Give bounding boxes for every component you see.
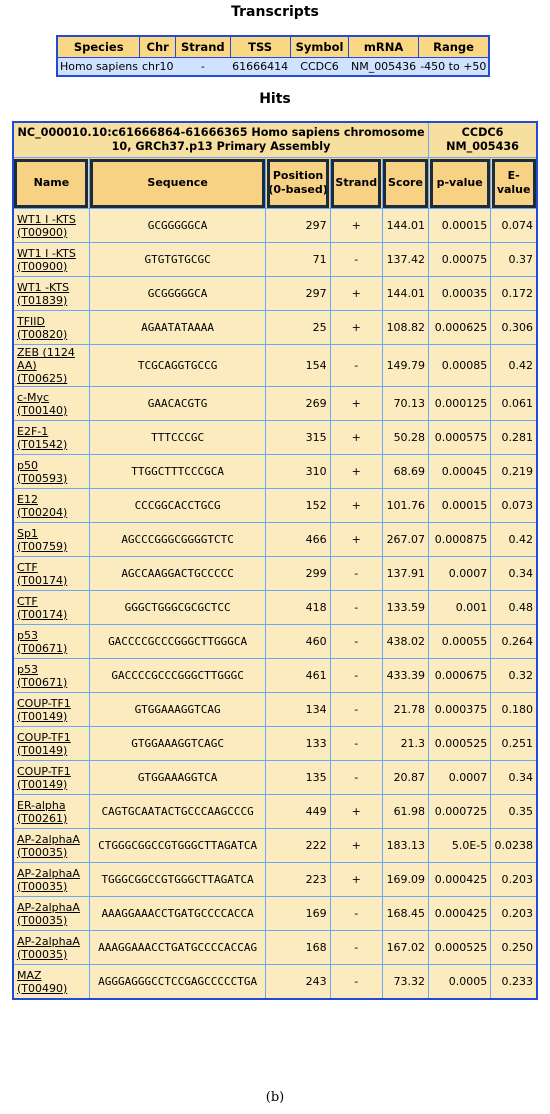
strand-cell: - (330, 965, 382, 1000)
position-cell: 133 (266, 727, 330, 761)
name-cell (13, 455, 89, 489)
position-cell: 297 (266, 277, 330, 311)
header-strand: Strand (330, 158, 382, 209)
name-cell (13, 311, 89, 345)
header-score: Score (382, 158, 428, 209)
score-cell: 108.82 (382, 311, 428, 345)
position-cell: 461 (266, 659, 330, 693)
position-cell: 223 (266, 863, 330, 897)
mrna-cell: NM_005436 (349, 58, 418, 77)
table-row (13, 727, 537, 761)
sequence-cell: CTGGGCGGCCGTGGGCTTAGATCA (89, 829, 266, 863)
position-cell: 134 (266, 693, 330, 727)
score-cell: 168.45 (382, 897, 428, 931)
factor-name-link[interactable]: ER-alpha (T00261) (17, 798, 68, 825)
header-sequence: Sequence (89, 158, 266, 209)
strand-cell: + (330, 455, 382, 489)
table-row (13, 387, 537, 421)
score-cell: 133.59 (382, 591, 428, 625)
factor-name-link[interactable]: p53 (T00671) (17, 662, 68, 689)
position-cell: 466 (266, 523, 330, 557)
factor-name-link[interactable]: COUP-TF1 (T00149) (17, 730, 71, 757)
name-cell (13, 659, 89, 693)
table-row (13, 965, 537, 1000)
name-cell (13, 243, 89, 277)
p-value-cell: 0.000625 (429, 311, 491, 345)
table-row (13, 829, 537, 863)
e-value-cell: 0.250 (491, 931, 537, 965)
strand-cell: - (330, 931, 382, 965)
name-cell (13, 829, 89, 863)
name-cell (13, 209, 89, 243)
name-cell (13, 931, 89, 965)
position-cell: 297 (266, 209, 330, 243)
strand-cell: + (330, 863, 382, 897)
header-chr: Chr (140, 36, 176, 58)
name-cell (13, 693, 89, 727)
position-cell: 168 (266, 931, 330, 965)
factor-name-link[interactable]: COUP-TF1 (T00149) (17, 696, 71, 723)
strand-cell: + (330, 795, 382, 829)
sequence-cell: AGCCCGGGCGGGGTCTC (89, 523, 266, 557)
strand-cell: - (330, 761, 382, 795)
p-value-cell: 0.000875 (429, 523, 491, 557)
table-row (13, 557, 537, 591)
sequence-cell: TTTCCCGC (89, 421, 266, 455)
factor-name-link[interactable]: AP-2alphaA (T00035) (17, 832, 80, 859)
p-value-cell: 0.00035 (429, 277, 491, 311)
sequence-cell: AGGGAGGGCCTCCGAGCCCCCTGA (89, 965, 266, 1000)
header-range: Range (418, 36, 489, 58)
score-cell: 20.87 (382, 761, 428, 795)
hits-title-row (13, 122, 537, 158)
e-value-cell: 0.061 (491, 387, 537, 421)
score-cell: 21.3 (382, 727, 428, 761)
position-cell: 152 (266, 489, 330, 523)
factor-name-link[interactable]: MAZ (T00490) (17, 968, 68, 995)
e-value-cell: 0.180 (491, 693, 537, 727)
p-value-cell: 0.00045 (429, 455, 491, 489)
transcripts-table (56, 35, 490, 77)
factor-name-link[interactable]: TFIID (T00820) (17, 314, 68, 341)
header-name: Name (13, 158, 89, 209)
name-cell (13, 345, 89, 387)
table-row (13, 591, 537, 625)
e-value-cell: 0.203 (491, 897, 537, 931)
score-cell: 169.09 (382, 863, 428, 897)
p-value-cell: 0.0007 (429, 761, 491, 795)
table-row (13, 489, 537, 523)
p-value-cell: 0.000525 (429, 727, 491, 761)
p-value-cell: 0.000375 (429, 693, 491, 727)
score-cell: 61.98 (382, 795, 428, 829)
figure-caption: (b) (265, 1090, 285, 1105)
e-value-cell: 0.203 (491, 863, 537, 897)
sequence-cell: GGGCTGGGCGCGCTCC (89, 591, 266, 625)
e-value-cell: 0.074 (491, 209, 537, 243)
sequence-cell: GTGGAAAGGTCAG (89, 693, 266, 727)
p-value-cell: 0.000525 (429, 931, 491, 965)
factor-name-link[interactable]: COUP-TF1 (T00149) (17, 764, 71, 791)
strand-cell: - (330, 625, 382, 659)
strand-cell: + (330, 277, 382, 311)
factor-name-link[interactable]: p50 (T00593) (17, 458, 68, 485)
hits-table (12, 121, 538, 1000)
strand-cell: + (330, 387, 382, 421)
species-cell: Homo sapiens (57, 58, 140, 77)
factor-name-link[interactable]: AP-2alphaA (T00035) (17, 934, 80, 961)
e-value-cell: 0.48 (491, 591, 537, 625)
p-value-cell: 0.0007 (429, 557, 491, 591)
sequence-cell: GACCCCGCCCGGGCTTGGGC (89, 659, 266, 693)
sequence-cell: AGCCAAGGACTGCCCCC (89, 557, 266, 591)
position-cell: 135 (266, 761, 330, 795)
strand-cell: - (330, 693, 382, 727)
strand-cell: - (175, 58, 230, 77)
position-cell: 315 (266, 421, 330, 455)
transcripts-header-row (57, 36, 489, 58)
e-value-cell: 0.34 (491, 761, 537, 795)
position-cell: 418 (266, 591, 330, 625)
factor-name-link[interactable]: ZEB (1124 AA) (T00625) (17, 346, 75, 385)
p-value-cell: 0.00085 (429, 345, 491, 387)
strand-cell: - (330, 727, 382, 761)
name-cell (13, 761, 89, 795)
sequence-cell: CAGTGCAATACTGCCCAAGCCCG (89, 795, 266, 829)
table-row (13, 659, 537, 693)
e-value-cell: 0.32 (491, 659, 537, 693)
factor-name-link[interactable]: WT1 I -KTS (T00900) (17, 212, 76, 239)
hits-header-row (13, 158, 537, 209)
table-row (13, 455, 537, 489)
name-cell (13, 557, 89, 591)
p-value-cell: 0.000725 (429, 795, 491, 829)
position-cell: 169 (266, 897, 330, 931)
score-cell: 73.32 (382, 965, 428, 1000)
factor-name-link[interactable]: WT1 I -KTS (T00900) (17, 246, 76, 273)
table-row (13, 345, 537, 387)
strand-cell: - (330, 897, 382, 931)
strand-cell: + (330, 523, 382, 557)
table-row (13, 795, 537, 829)
p-value-cell: 0.001 (429, 591, 491, 625)
p-value-cell: 0.000675 (429, 659, 491, 693)
e-value-cell: 0.0238 (491, 829, 537, 863)
hits-body (13, 209, 537, 1000)
sequence-cell: TCGCAGGTGCCG (89, 345, 266, 387)
strand-cell: + (330, 489, 382, 523)
e-value-cell: 0.42 (491, 345, 537, 387)
p-value-cell: 0.000125 (429, 387, 491, 421)
p-value-cell: 0.000575 (429, 421, 491, 455)
position-cell: 299 (266, 557, 330, 591)
header-species: Species (57, 36, 140, 58)
sequence-cell: GCGGGGGCA (89, 277, 266, 311)
factor-name-link[interactable]: E2F-1 (T01542) (17, 424, 68, 451)
strand-cell: - (330, 243, 382, 277)
score-cell: 144.01 (382, 209, 428, 243)
strand-cell: + (330, 829, 382, 863)
e-value-cell: 0.233 (491, 965, 537, 1000)
e-value-cell: 0.172 (491, 277, 537, 311)
name-cell (13, 421, 89, 455)
sequence-cell: TGGGCGGCCGTGGGCTTAGATCA (89, 863, 266, 897)
p-value-cell: 0.00055 (429, 625, 491, 659)
e-value-cell: 0.219 (491, 455, 537, 489)
strand-cell: - (330, 345, 382, 387)
factor-name-link[interactable]: CTF (T00174) (17, 560, 68, 587)
strand-cell: + (330, 311, 382, 345)
table-row (13, 311, 537, 345)
table-row (13, 277, 537, 311)
sequence-cell: GTGGAAAGGTCAGC (89, 727, 266, 761)
name-cell (13, 489, 89, 523)
position-cell: 222 (266, 829, 330, 863)
factor-name-link[interactable]: AP-2alphaA (T00035) (17, 866, 80, 893)
hits-gene-label: CCDC6 NM_005436 (429, 122, 537, 158)
sequence-cell: CCCGGCACCTGCG (89, 489, 266, 523)
factor-name-link[interactable]: AP-2alphaA (T00035) (17, 900, 80, 927)
header-position: Position (0-based) (266, 158, 330, 209)
e-value-cell: 0.306 (491, 311, 537, 345)
name-cell (13, 387, 89, 421)
position-cell: 449 (266, 795, 330, 829)
factor-name-link[interactable]: c-Myc (T00140) (17, 390, 68, 417)
factor-name-link[interactable]: WT1 -KTS (T01839) (17, 280, 70, 307)
position-cell: 243 (266, 965, 330, 1000)
name-cell (13, 863, 89, 897)
position-cell: 460 (266, 625, 330, 659)
p-value-cell: 0.00015 (429, 209, 491, 243)
table-row (13, 863, 537, 897)
name-cell (13, 727, 89, 761)
table-row (13, 625, 537, 659)
p-value-cell: 0.0005 (429, 965, 491, 1000)
strand-cell: - (330, 557, 382, 591)
score-cell: 137.42 (382, 243, 428, 277)
table-row (13, 931, 537, 965)
hits-title: NC_000010.10:c61666864-61666365 Homo sapiens chromosome 10, GRCh37.p13 Primary Assembly (13, 122, 429, 158)
p-value-cell: 0.000425 (429, 863, 491, 897)
position-cell: 154 (266, 345, 330, 387)
name-cell (13, 591, 89, 625)
position-cell: 71 (266, 243, 330, 277)
score-cell: 101.76 (382, 489, 428, 523)
e-value-cell: 0.35 (491, 795, 537, 829)
table-row (13, 209, 537, 243)
score-cell: 438.02 (382, 625, 428, 659)
p-value-cell: 0.000425 (429, 897, 491, 931)
sequence-cell: GAACACGTG (89, 387, 266, 421)
strand-cell: + (330, 209, 382, 243)
p-value-cell: 0.00075 (429, 243, 491, 277)
strand-cell: - (330, 591, 382, 625)
name-cell (13, 277, 89, 311)
sequence-cell: AGAATATAAAA (89, 311, 266, 345)
e-value-cell: 0.251 (491, 727, 537, 761)
transcripts-row (57, 58, 489, 77)
e-value-cell: 0.281 (491, 421, 537, 455)
header-tss: TSS (230, 36, 290, 58)
table-row (13, 693, 537, 727)
score-cell: 70.13 (382, 387, 428, 421)
hits-heading: Hits (259, 91, 291, 107)
name-cell (13, 795, 89, 829)
position-cell: 269 (266, 387, 330, 421)
tss-cell: 61666414 (230, 58, 290, 77)
name-cell (13, 625, 89, 659)
factor-name-link[interactable]: Sp1 (T00759) (17, 526, 68, 553)
table-row (13, 897, 537, 931)
score-cell: 149.79 (382, 345, 428, 387)
factor-name-link[interactable]: E12 (T00204) (17, 492, 68, 519)
e-value-cell: 0.37 (491, 243, 537, 277)
table-row (13, 421, 537, 455)
header-e-value: E-value (491, 158, 537, 209)
position-cell: 310 (266, 455, 330, 489)
name-cell (13, 965, 89, 1000)
score-cell: 144.01 (382, 277, 428, 311)
name-cell (13, 897, 89, 931)
range-cell: -450 to +50 (418, 58, 489, 77)
header-symbol: Symbol (290, 36, 349, 58)
position-cell: 25 (266, 311, 330, 345)
score-cell: 267.07 (382, 523, 428, 557)
e-value-cell: 0.264 (491, 625, 537, 659)
sequence-cell: GTGTGTGCGC (89, 243, 266, 277)
score-cell: 21.78 (382, 693, 428, 727)
strand-cell: - (330, 659, 382, 693)
score-cell: 167.02 (382, 931, 428, 965)
score-cell: 433.39 (382, 659, 428, 693)
score-cell: 137.91 (382, 557, 428, 591)
e-value-cell: 0.073 (491, 489, 537, 523)
p-value-cell: 5.0E-5 (429, 829, 491, 863)
header-strand: Strand (175, 36, 230, 58)
sequence-cell: AAAGGAAACCTGATGCCCCACCA (89, 897, 266, 931)
table-row (13, 243, 537, 277)
factor-name-link[interactable]: p53 (T00671) (17, 628, 68, 655)
p-value-cell: 0.00015 (429, 489, 491, 523)
transcripts-heading: Transcripts (231, 4, 319, 20)
table-row (13, 523, 537, 557)
e-value-cell: 0.34 (491, 557, 537, 591)
sequence-cell: GACCCCGCCCGGGCTTGGGCA (89, 625, 266, 659)
factor-name-link[interactable]: CTF (T00174) (17, 594, 68, 621)
sequence-cell: TTGGCTTTCCCGCA (89, 455, 266, 489)
header-mrna: mRNA (349, 36, 418, 58)
strand-cell: + (330, 421, 382, 455)
table-row (13, 761, 537, 795)
score-cell: 68.69 (382, 455, 428, 489)
score-cell: 50.28 (382, 421, 428, 455)
symbol-cell: CCDC6 (290, 58, 349, 77)
chr-cell: chr10 (140, 58, 176, 77)
name-cell (13, 523, 89, 557)
sequence-cell: GCGGGGGCA (89, 209, 266, 243)
sequence-cell: AAAGGAAACCTGATGCCCCACCAG (89, 931, 266, 965)
score-cell: 183.13 (382, 829, 428, 863)
sequence-cell: GTGGAAAGGTCA (89, 761, 266, 795)
header-p-value: p-value (429, 158, 491, 209)
e-value-cell: 0.42 (491, 523, 537, 557)
